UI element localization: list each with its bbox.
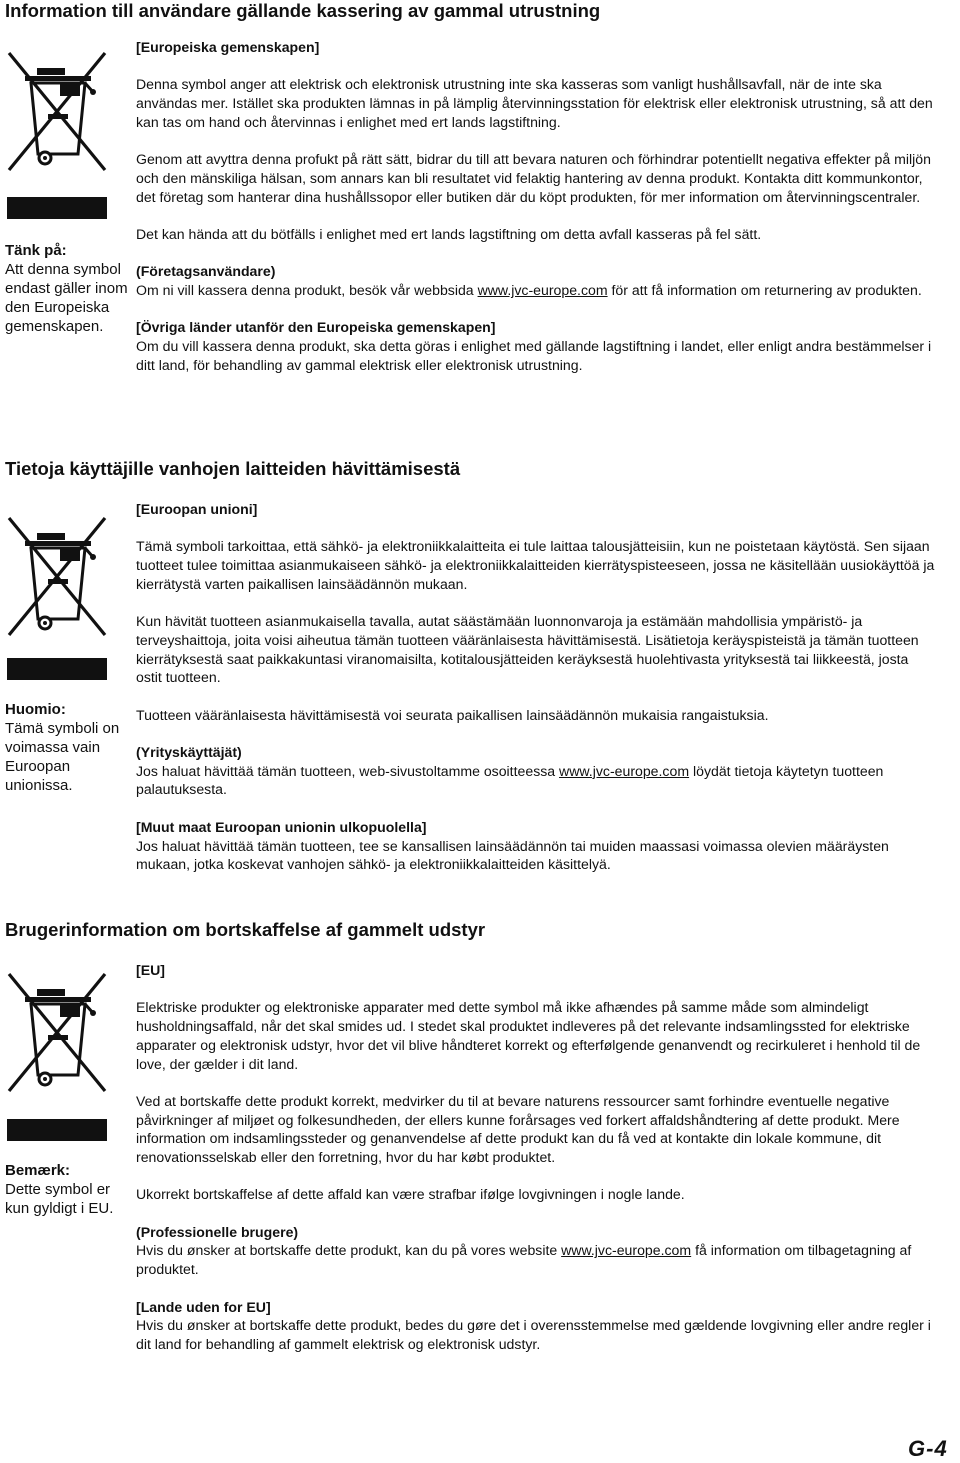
- section-heading: Tietoja käyttäjille vanhojen laitteiden hävittämisestä: [5, 458, 461, 479]
- note-text: Dette symbol er kun gyldigt i EU.: [5, 1181, 114, 1217]
- note-box: [5, 700, 130, 795]
- other-countries-heading: [Muut maat Euroopan unionin ulkopuolella]: [136, 818, 427, 835]
- business-heading: (Yrityskäyttäjät): [136, 744, 242, 761]
- section-heading: Brugerinformation om bortskaffelse af gammelt udstyr: [5, 919, 486, 940]
- paragraph: Genom att avyttra denna profukt på rätt sätt, bidrar du till att bevara naturen och förhindrar potentiellt negativa effekter på miljön och den mänskiliga hälsan, som annars kan bli resultatet vid felaktig hantering av denna produkt. Kontakta ditt kommunkontor, det företag som hanterar dina hushållssopor eller butiken där du köpt produkten, för mer information om återvinningscentraler.: [136, 151, 931, 205]
- note-box: [5, 1161, 130, 1218]
- section-finnish: [0, 458, 960, 878]
- business-paragraph: Hvis du ønsker at bortskaffe dette produkt, kan du på vores website www.jvc-europe.com få information om tilbagetagning af produktet.: [136, 1242, 912, 1278]
- business-paragraph: Jos haluat hävittää tämän tuotteen, web-sivustoltamme osoitteessa www.jvc-europe.com löydät tietoja käytetyn tuotteen palautuksesta.: [136, 762, 884, 798]
- website-link[interactable]: www.jvc-europe.com: [477, 282, 608, 299]
- paragraph: Ukorrekt bortskaffelse af dette affald kan være strafbar ifølge lovgivningen i nogle lande.: [136, 1186, 685, 1203]
- website-link[interactable]: www.jvc-europe.com: [561, 1242, 692, 1259]
- paragraph: Kun hävität tuotteen asianmukaisella tavalla, autat säästämään luonnonvaroja ja estämään mahdollisia ympäristö- ja terveyshaittoja, joita voisi aiheutua tämän tuotteen vääränlaisesta hävittämisestä. Lisätietoja keräyspisteistä ja tämän tuotteen kierrätyksestä saat paikkakuntasi viranomaisilta, kotitalousjätteiden keräyksestä huolehtivasta yrityksestä tai liikkeestä, josta ostit tuotteen.: [136, 613, 919, 686]
- other-countries-heading: [Lande uden for EU]: [136, 1298, 271, 1315]
- content-column: [136, 38, 936, 375]
- paragraph: Om du vill kassera denna produkt, ska detta göras i enlighet med gällande lagstiftning i landet, eller enligt andra bestämmelser i ditt land, för behandling av gammal elektrisk eller elektronisk utrustning.: [136, 338, 932, 373]
- business-heading: (Företagsanvändare): [136, 263, 276, 280]
- note-title: Tänk på:: [5, 242, 67, 259]
- note-title: Bemærk:: [5, 1162, 71, 1179]
- paragraph: Denna symbol anger att elektrisk och elektronisk utrustning inte ska kasseras som vanligt hushållsavfall, när de inte ska användas mer. Istället ska produkten lämnas in på lämplig återvinningsstation för elektrisk eller elektronisk utrustning, så att den kan tas om hand och återvinnas i enlighet med ert lands lagstiftning.: [136, 76, 933, 130]
- paragraph: Tämä symboli tarkoittaa, että sähkö- ja elektroniikkalaitteita ei tule laittaa talousjätteisiin, kun ne poistetaan käytöstä. Sen sijaan tuotteet tulee toimittaa asianmukaiseen sähkö- ja elektroniikkalaitteiden kierrätyspisteeseen, jossa ne käsitellään uusiokäyttöä ja kierrätystä varten paikallisen lainsäädännön mukaan.: [136, 538, 935, 592]
- paragraph: Ved at bortskaffe dette produkt korrekt, medvirker du til at bevare naturens ressourcer samt forhindre eventuelle negative påvirkninger af miljøet og folkesundheden, der ellers kunne forårsages ved forkert affaldshåndtering af dette produkt. Mere information om indsamlingssteder og genanvendelse af dette produkt kan du få ved at kontakte din lokale kommune, dit renovationsselskab eller den forretning, hvor du har købt produktet.: [136, 1092, 900, 1165]
- symbol-black-bar: [7, 197, 107, 219]
- paragraph: Elektriske produkter og elektroniske apparater med dette symbol må ikke afhændes på samme måde som almindeligt husholdningsaffald, når det skal smides ud. I stedet skal produktet indleveres på det relevante indsamlingssted for elektriske apparater og elektronisk udstyr, hvor det vil blive håndteret korrekt og efterfølgende genanvendt og recirkuleret i henhold til de love, der gælder i dit land.: [136, 999, 921, 1072]
- section-swedish: [0, 0, 960, 430]
- note-title: Huomio:: [5, 701, 66, 718]
- content-column: [136, 500, 936, 874]
- section-danish: [0, 919, 960, 1359]
- website-link[interactable]: www.jvc-europe.com: [559, 762, 690, 779]
- symbol-black-bar: [7, 658, 107, 680]
- weee-symbol-icon: [6, 50, 108, 174]
- business-paragraph: Om ni vill kassera denna produkt, besök vår webbsida www.jvc-europe.com för att få information om returnering av produkten.: [136, 282, 922, 299]
- content-column: [136, 961, 936, 1354]
- paragraph: Det kan hända att du bötfälls i enlighet med ert lands lagstiftning om detta avfall kasseras på fel sätt.: [136, 225, 762, 242]
- region-heading: [Euroopan unioni]: [136, 501, 258, 517]
- other-countries-heading: [Övriga länder utanför den Europeiska gemenskapen]: [136, 319, 496, 336]
- region-heading: [Europeiska gemenskapen]: [136, 39, 320, 55]
- page-number: G-4: [908, 1436, 948, 1461]
- note-text: Tämä symboli on voimassa vain Euroopan unionissa.: [5, 720, 120, 794]
- weee-symbol-icon: [6, 515, 108, 639]
- symbol-black-bar: [7, 1119, 107, 1141]
- business-heading: (Professionelle brugere): [136, 1223, 299, 1240]
- region-heading: [EU]: [136, 962, 165, 978]
- note-box: [5, 241, 130, 336]
- note-text: Att denna symbol endast gäller inom den Europeiska gemenskapen.: [5, 261, 128, 335]
- paragraph: Hvis du ønsker at bortskaffe dette produkt, bedes du gøre det i overensstemmelse med gældende lovgivning eller andre regler i dit land for behandling af gammelt elektrisk og elektronisk udstyr.: [136, 1317, 931, 1352]
- weee-symbol-icon: [6, 971, 108, 1095]
- paragraph: Jos haluat hävittää tämän tuotteen, tee se kansallisen lainsäädännön tai muiden maassasi voimassa olevien määräysten mukaan, jotka koskevat vanhojen sähkö- ja elektroniikkalaitteiden käsittelyä.: [136, 837, 889, 873]
- paragraph: Tuotteen vääränlaisesta hävittämisestä voi seurata paikallisen lainsäädännön mukaisia rangaistuksia.: [136, 706, 769, 723]
- section-heading: Information till användare gällande kassering av gammal utrustning: [5, 0, 601, 21]
